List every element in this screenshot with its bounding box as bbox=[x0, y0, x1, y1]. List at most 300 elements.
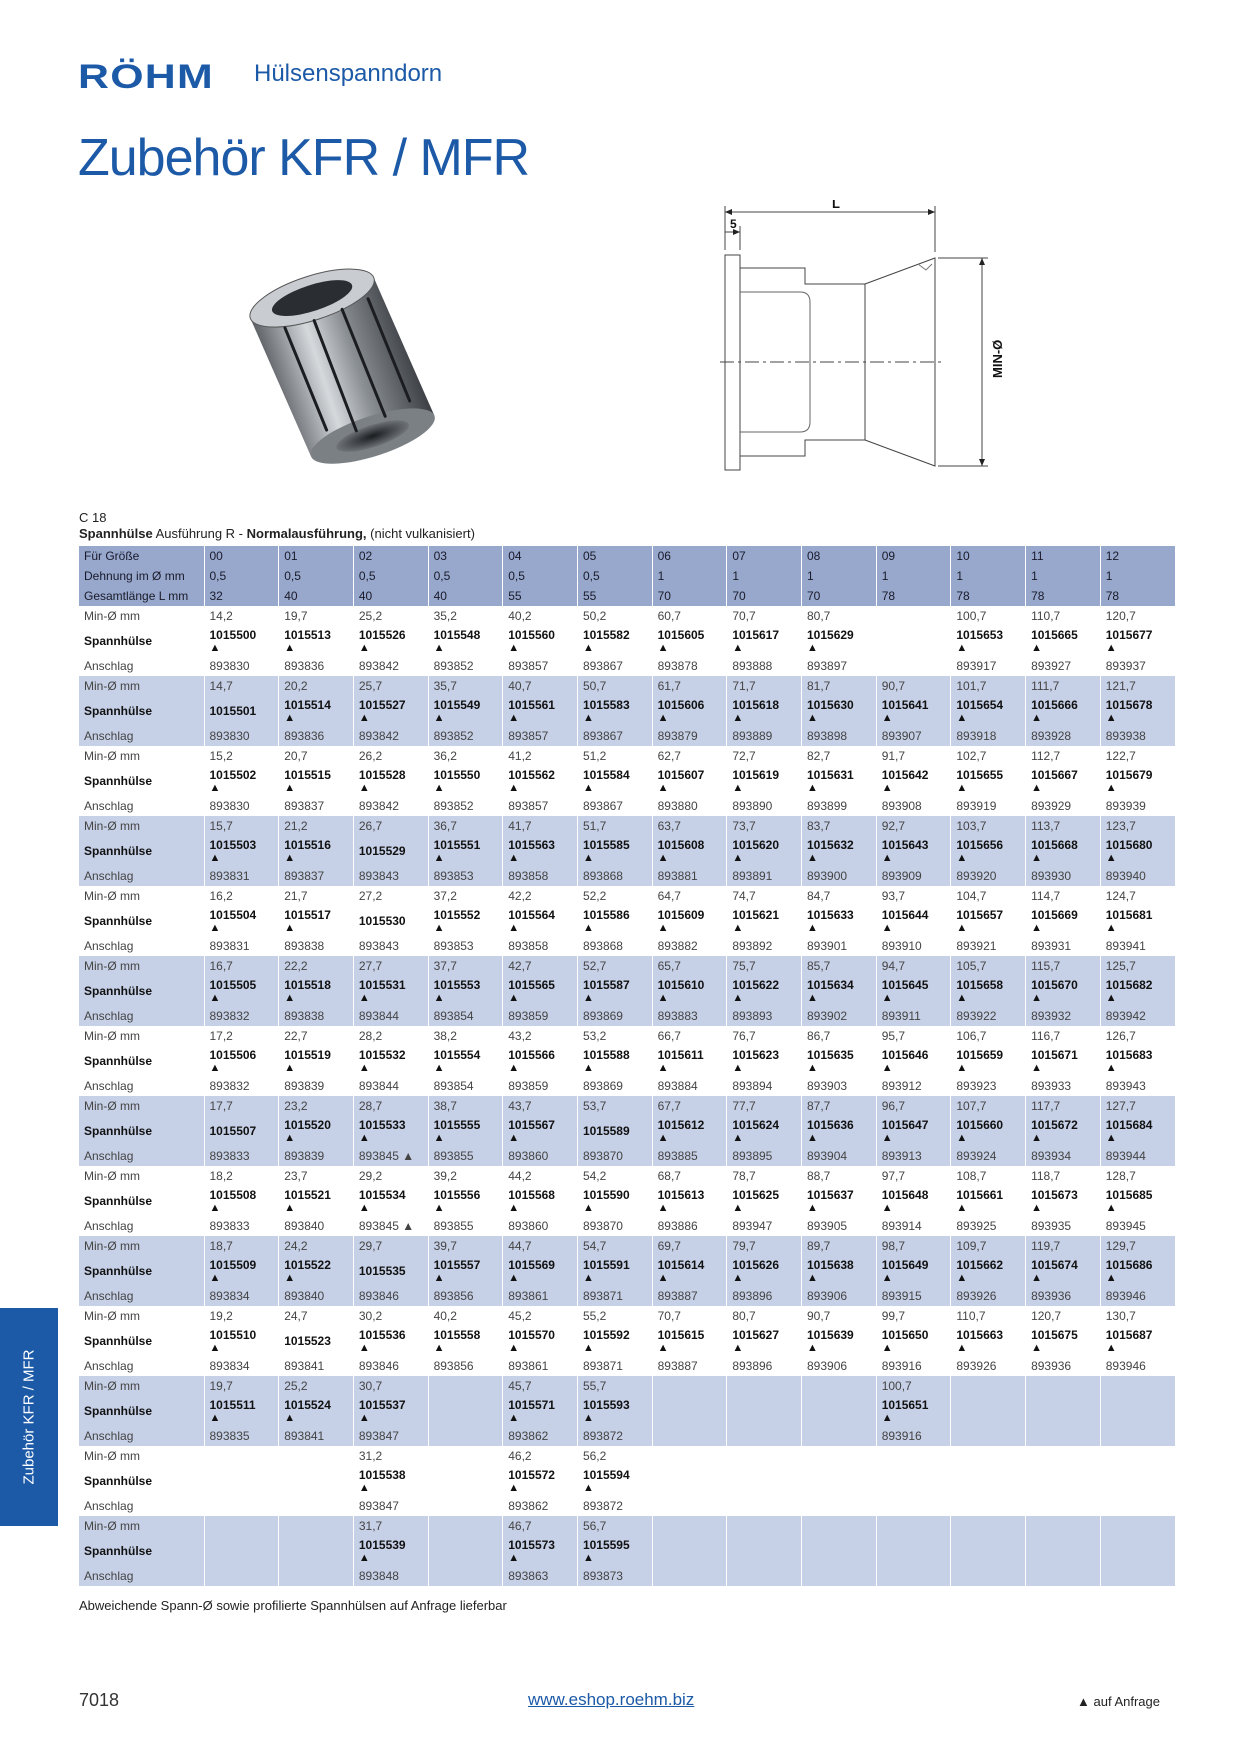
min-diameter-cell: 95,7 bbox=[876, 1026, 951, 1046]
collet-part-cell bbox=[727, 1046, 802, 1076]
header-cell: 32 bbox=[204, 586, 279, 606]
min-diameter-cell bbox=[802, 1376, 877, 1396]
collet-part-cell bbox=[577, 1396, 652, 1426]
collet-part-cell bbox=[802, 906, 877, 936]
header-cell: 11 bbox=[1026, 546, 1101, 566]
min-diameter-cell: 42,2 bbox=[503, 886, 578, 906]
stop-part-cell bbox=[652, 1496, 727, 1516]
part-number: 1015668 bbox=[1031, 837, 1078, 852]
stop-part-cell: 893836 bbox=[279, 656, 354, 676]
header-cell: 12 bbox=[1100, 546, 1175, 566]
stop-part-cell: 893883 bbox=[652, 1006, 727, 1026]
stop-part-cell: 893856 bbox=[428, 1356, 503, 1376]
header-cell: 78 bbox=[876, 586, 951, 606]
collet-part-cell bbox=[204, 1326, 279, 1356]
part-number: 1015507 bbox=[209, 1124, 257, 1138]
stop-part-cell: 893935 bbox=[1026, 1216, 1101, 1236]
min-diameter-cell: 123,7 bbox=[1100, 816, 1175, 836]
min-diameter-cell: 27,7 bbox=[353, 956, 428, 976]
min-diameter-cell: 43,7 bbox=[503, 1096, 578, 1116]
part-number: 1015632 bbox=[807, 837, 854, 852]
stop-part-cell: 893934 bbox=[1026, 1146, 1101, 1166]
on-request-mark: ▲ bbox=[209, 921, 221, 934]
collet-part-cell bbox=[353, 626, 428, 656]
stop-part-cell: 893936 bbox=[1026, 1286, 1101, 1306]
collet-part-cell bbox=[951, 1536, 1026, 1566]
min-diameter-cell: 129,7 bbox=[1100, 1236, 1175, 1256]
min-diameter-cell: 67,7 bbox=[652, 1096, 727, 1116]
stop-part-cell: 893873 bbox=[577, 1566, 652, 1586]
on-request-mark: ▲ bbox=[732, 1271, 744, 1284]
part-number: 1015653 bbox=[956, 627, 1004, 642]
on-request-mark: ▲ bbox=[209, 781, 221, 794]
collet-part-cell bbox=[652, 976, 727, 1006]
part-number: 1015549 bbox=[433, 697, 481, 712]
header-cell: 09 bbox=[876, 546, 951, 566]
stop-part-cell: 893929 bbox=[1026, 796, 1101, 816]
on-request-mark: ▲ bbox=[657, 991, 669, 1004]
header-cell: 01 bbox=[279, 546, 354, 566]
collet-part-cell bbox=[353, 1046, 428, 1076]
collet-part-cell bbox=[428, 976, 503, 1006]
stop-part-cell bbox=[279, 1496, 354, 1516]
min-diameter-cell: 77,7 bbox=[727, 1096, 802, 1116]
min-diameter-cell: 117,7 bbox=[1026, 1096, 1101, 1116]
collet-part-cell bbox=[279, 766, 354, 796]
on-request-mark: ▲ bbox=[732, 781, 744, 794]
stop-part-cell: 893936 bbox=[1026, 1356, 1101, 1376]
table-row bbox=[79, 1286, 1175, 1306]
part-number: 1015607 bbox=[657, 767, 705, 782]
stop-part-cell: 893862 bbox=[503, 1426, 578, 1446]
stop-part-cell bbox=[876, 1566, 951, 1586]
collet-part-cell bbox=[204, 1466, 279, 1496]
on-request-mark: ▲ bbox=[433, 851, 445, 864]
on-request-mark: ▲ bbox=[956, 921, 968, 934]
min-diameter-cell: 23,2 bbox=[279, 1096, 354, 1116]
collet-part-cell bbox=[503, 976, 578, 1006]
table-row bbox=[79, 796, 1175, 816]
stop-part-cell: 893832 bbox=[204, 1076, 279, 1096]
min-diameter-cell: 98,7 bbox=[876, 1236, 951, 1256]
stop-part-cell: 893861 bbox=[503, 1286, 578, 1306]
min-diameter-cell: 92,7 bbox=[876, 816, 951, 836]
stop-part-cell: 893895 bbox=[727, 1146, 802, 1166]
part-number: 1015651 bbox=[881, 1397, 929, 1412]
stop-part-cell: 893894 bbox=[727, 1076, 802, 1096]
collet-part-cell bbox=[652, 1046, 727, 1076]
stop-part-cell: 893896 bbox=[727, 1356, 802, 1376]
stop-part-cell: 893841 bbox=[279, 1426, 354, 1446]
on-request-mark: ▲ bbox=[1105, 1061, 1117, 1074]
min-diameter-cell: 70,7 bbox=[652, 1306, 727, 1326]
collet-part-cell bbox=[1100, 696, 1175, 726]
collet-part-cell bbox=[652, 1116, 727, 1146]
min-diameter-cell: 28,2 bbox=[353, 1026, 428, 1046]
on-request-mark: ▲ bbox=[284, 1201, 296, 1214]
min-diameter-cell: 130,7 bbox=[1100, 1306, 1175, 1326]
collet-part-cell bbox=[577, 1256, 652, 1286]
min-diameter-cell: 73,7 bbox=[727, 816, 802, 836]
on-request-mark: ▲ bbox=[209, 1341, 221, 1354]
collet-part-cell bbox=[876, 696, 951, 726]
table-header-row bbox=[79, 586, 1175, 606]
collet-part-cell bbox=[652, 766, 727, 796]
stop-part-cell: 893897 bbox=[802, 656, 877, 676]
part-number: 1015683 bbox=[1105, 1047, 1153, 1062]
series-title: Hülsenspanndorn bbox=[254, 60, 443, 87]
part-number: 1015526 bbox=[358, 627, 406, 642]
collet-part-cell bbox=[1100, 836, 1175, 866]
header-cell: 55 bbox=[577, 586, 652, 606]
part-number: 1015535 bbox=[358, 1264, 406, 1278]
part-number: 1015583 bbox=[582, 697, 630, 712]
header-cell: 06 bbox=[652, 546, 727, 566]
min-diameter-cell: 93,7 bbox=[876, 886, 951, 906]
stop-part-cell bbox=[802, 1566, 877, 1586]
stop-part-cell: 893938 bbox=[1100, 726, 1175, 746]
min-diameter-cell: 30,7 bbox=[353, 1376, 428, 1396]
min-diameter-cell: 51,7 bbox=[577, 816, 652, 836]
part-number: 1015673 bbox=[1031, 1187, 1078, 1202]
table-row bbox=[79, 696, 1175, 726]
on-request-mark: ▲ bbox=[807, 711, 818, 724]
stop-part-cell: 893939 bbox=[1100, 796, 1175, 816]
stop-part-cell bbox=[1026, 1426, 1101, 1446]
on-request-mark: ▲ bbox=[284, 1061, 296, 1074]
part-number: 1015613 bbox=[657, 1187, 705, 1202]
part-number: 1015503 bbox=[209, 837, 257, 852]
part-number: 1015643 bbox=[881, 837, 929, 852]
on-request-mark: ▲ bbox=[582, 1551, 594, 1564]
stop-part-cell bbox=[428, 1496, 503, 1516]
collet-part-cell bbox=[204, 906, 279, 936]
table-row bbox=[79, 1026, 1175, 1046]
min-diameter-cell: 40,7 bbox=[503, 676, 578, 696]
table-row bbox=[79, 1166, 1175, 1186]
on-request-mark: ▲ bbox=[433, 1271, 445, 1284]
stop-part-cell: 893917 bbox=[951, 656, 1026, 676]
part-number: 1015650 bbox=[881, 1327, 929, 1342]
part-number: 1015552 bbox=[433, 907, 481, 922]
collet-part-cell bbox=[1100, 1326, 1175, 1356]
stop-part-cell: 893902 bbox=[802, 1006, 877, 1026]
table-row bbox=[79, 1446, 1175, 1466]
stop-part-cell bbox=[279, 1566, 354, 1586]
collet-part-cell bbox=[951, 766, 1026, 796]
part-number: 1015556 bbox=[433, 1187, 481, 1202]
stop-part-cell: 893915 bbox=[876, 1286, 951, 1306]
on-request-mark: ▲ bbox=[732, 1061, 744, 1074]
stop-part-cell: 893889 bbox=[727, 726, 802, 746]
collet-part-cell bbox=[353, 1536, 428, 1566]
collet-part-cell bbox=[951, 1396, 1026, 1426]
min-diameter-cell: 41,2 bbox=[503, 746, 578, 766]
header-cell: 08 bbox=[802, 546, 877, 566]
min-diameter-cell: 102,7 bbox=[951, 746, 1026, 766]
collet-part-cell bbox=[204, 1186, 279, 1216]
min-diameter-cell: 112,7 bbox=[1026, 746, 1101, 766]
on-request-mark: ▲ bbox=[508, 641, 520, 654]
header-cell: 10 bbox=[951, 546, 1026, 566]
on-request-mark: ▲ bbox=[284, 1271, 296, 1284]
stop-part-cell: 893867 bbox=[577, 726, 652, 746]
row-label-min: Min-Ø mm bbox=[79, 1236, 204, 1256]
header-cell: 1 bbox=[1026, 566, 1101, 586]
part-number: 1015606 bbox=[657, 697, 705, 712]
on-request-mark: ▲ bbox=[732, 1341, 744, 1354]
roehm-logo bbox=[78, 58, 218, 94]
part-number: 1015561 bbox=[508, 697, 555, 712]
collet-part-cell bbox=[204, 976, 279, 1006]
on-request-mark: ▲ bbox=[1105, 851, 1117, 864]
min-diameter-cell: 127,7 bbox=[1100, 1096, 1175, 1116]
collet-part-cell bbox=[279, 696, 354, 726]
on-request-mark: ▲ bbox=[732, 641, 744, 654]
part-number: 1015641 bbox=[881, 697, 929, 712]
part-number: 1015636 bbox=[807, 1117, 854, 1132]
part-number: 1015675 bbox=[1031, 1327, 1078, 1342]
min-diameter-cell: 26,2 bbox=[353, 746, 428, 766]
stop-part-cell: 893869 bbox=[577, 1076, 652, 1096]
stop-part-cell: 893887 bbox=[652, 1286, 727, 1306]
collet-part-cell bbox=[353, 976, 428, 1006]
min-diameter-cell: 35,7 bbox=[428, 676, 503, 696]
table-row bbox=[79, 836, 1175, 866]
on-request-mark: ▲ bbox=[956, 991, 968, 1004]
collet-part-cell bbox=[727, 1466, 802, 1496]
min-diameter-cell bbox=[652, 1376, 727, 1396]
part-number: 1015658 bbox=[956, 977, 1004, 992]
header-label: Für Größe bbox=[79, 546, 204, 566]
table-row bbox=[79, 656, 1175, 676]
stop-part-cell: 893853 bbox=[428, 866, 503, 886]
part-number: 1015558 bbox=[433, 1327, 481, 1342]
min-diameter-cell: 83,7 bbox=[802, 816, 877, 836]
min-diameter-cell bbox=[428, 1376, 503, 1396]
stop-part-cell: 893926 bbox=[951, 1286, 1026, 1306]
stop-part-cell bbox=[1026, 1496, 1101, 1516]
stop-part-cell: 893881 bbox=[652, 866, 727, 886]
min-diameter-cell: 61,7 bbox=[652, 676, 727, 696]
part-number: 1015570 bbox=[508, 1327, 555, 1342]
part-number: 1015684 bbox=[1105, 1117, 1153, 1132]
min-diameter-cell: 99,7 bbox=[876, 1306, 951, 1326]
collet-part-cell bbox=[353, 766, 428, 796]
on-request-mark: ▲ bbox=[358, 1201, 370, 1214]
section-code: C 18 bbox=[79, 510, 107, 525]
collet-part-cell bbox=[503, 836, 578, 866]
on-request-mark: ▲ bbox=[881, 991, 893, 1004]
stop-part-cell: 893870 bbox=[577, 1146, 652, 1166]
row-label-min: Min-Ø mm bbox=[79, 1516, 204, 1536]
part-number: 1015508 bbox=[209, 1187, 257, 1202]
stop-part-cell: 893892 bbox=[727, 936, 802, 956]
collet-part-cell bbox=[1100, 976, 1175, 1006]
on-request-mark: ▲ bbox=[284, 851, 296, 864]
part-number: 1015637 bbox=[807, 1187, 854, 1202]
stop-part-cell: 893837 bbox=[279, 866, 354, 886]
stop-part-cell: 893890 bbox=[727, 796, 802, 816]
stop-part-cell: 893947 bbox=[727, 1216, 802, 1236]
header-cell: 0,5 bbox=[428, 566, 503, 586]
min-diameter-cell: 63,7 bbox=[652, 816, 727, 836]
collet-part-cell bbox=[204, 626, 279, 656]
min-diameter-cell: 56,7 bbox=[577, 1516, 652, 1536]
on-request-mark: ▲ bbox=[657, 1131, 669, 1144]
part-number: 1015639 bbox=[807, 1327, 854, 1342]
collet-part-cell bbox=[503, 1326, 578, 1356]
table-row bbox=[79, 886, 1175, 906]
collet-part-cell bbox=[503, 1536, 578, 1566]
collet-part-cell bbox=[876, 836, 951, 866]
min-diameter-cell: 36,2 bbox=[428, 746, 503, 766]
part-number: 1015620 bbox=[732, 837, 780, 852]
on-request-mark: ▲ bbox=[209, 1271, 221, 1284]
collet-part-cell bbox=[652, 1256, 727, 1286]
header-cell: 78 bbox=[1026, 586, 1101, 606]
on-request-mark: ▲ bbox=[508, 991, 520, 1004]
stop-part-cell: 893945 bbox=[1100, 1216, 1175, 1236]
stop-part-cell: 893928 bbox=[1026, 726, 1101, 746]
part-number: 1015622 bbox=[732, 977, 780, 992]
collet-part-cell bbox=[353, 1326, 428, 1356]
collet-part-cell bbox=[876, 626, 951, 656]
on-request-mark: ▲ bbox=[657, 1271, 669, 1284]
part-number: 1015521 bbox=[284, 1187, 331, 1202]
on-request-mark: ▲ bbox=[358, 991, 370, 1004]
stop-part-cell: 893858 bbox=[503, 936, 578, 956]
min-diameter-cell: 72,7 bbox=[727, 746, 802, 766]
part-number: 1015611 bbox=[657, 1047, 704, 1062]
min-diameter-cell: 41,7 bbox=[503, 816, 578, 836]
min-diameter-cell: 96,7 bbox=[876, 1096, 951, 1116]
stop-part-cell bbox=[876, 1496, 951, 1516]
on-request-mark: ▲ bbox=[582, 711, 594, 724]
collet-part-cell bbox=[876, 1256, 951, 1286]
min-diameter-cell: 68,7 bbox=[652, 1166, 727, 1186]
collet-part-cell bbox=[802, 1536, 877, 1566]
min-diameter-cell: 105,7 bbox=[951, 956, 1026, 976]
row-label-anschlag: Anschlag bbox=[79, 1006, 204, 1026]
collet-part-cell bbox=[727, 626, 802, 656]
on-request-mark: ▲ bbox=[956, 641, 968, 654]
table-row bbox=[79, 956, 1175, 976]
header-cell: 04 bbox=[503, 546, 578, 566]
part-number: 1015593 bbox=[582, 1397, 630, 1412]
collet-part-cell bbox=[727, 696, 802, 726]
collet-part-cell bbox=[802, 1466, 877, 1496]
collet-part-cell bbox=[1026, 1256, 1101, 1286]
on-request-mark: ▲ bbox=[1031, 1201, 1042, 1214]
table-row bbox=[79, 1376, 1175, 1396]
table-row bbox=[79, 1326, 1175, 1356]
min-diameter-cell: 31,2 bbox=[353, 1446, 428, 1466]
stop-part-cell bbox=[951, 1496, 1026, 1516]
row-label-spann: Spannhülse bbox=[79, 1116, 204, 1146]
min-diameter-cell: 100,7 bbox=[876, 1376, 951, 1396]
collet-part-cell bbox=[951, 626, 1026, 656]
stop-part-cell: 893853 bbox=[428, 936, 503, 956]
collet-part-cell bbox=[802, 976, 877, 1006]
legend-on-request: ▲ auf Anfrage bbox=[1077, 1694, 1160, 1709]
row-label-spann: Spannhülse bbox=[79, 906, 204, 936]
on-request-mark: ▲ bbox=[582, 1201, 594, 1214]
part-number: 1015565 bbox=[508, 977, 555, 992]
stop-part-cell: 893903 bbox=[802, 1076, 877, 1096]
stop-part-cell: 893842 bbox=[353, 726, 428, 746]
table-row bbox=[79, 1496, 1175, 1516]
stop-part-cell: 893942 bbox=[1100, 1006, 1175, 1026]
collet-part-cell bbox=[503, 1116, 578, 1146]
on-request-mark: ▲ bbox=[582, 991, 594, 1004]
table-row bbox=[79, 1236, 1175, 1256]
collet-part-cell bbox=[577, 696, 652, 726]
collet-part-cell bbox=[428, 626, 503, 656]
on-request-mark: ▲ bbox=[732, 1131, 744, 1144]
collet-part-cell bbox=[204, 766, 279, 796]
collet-part-cell bbox=[279, 906, 354, 936]
part-number: 1015567 bbox=[508, 1117, 555, 1132]
min-diameter-cell: 82,7 bbox=[802, 746, 877, 766]
table-row bbox=[79, 866, 1175, 886]
part-number: 1015635 bbox=[807, 1047, 854, 1062]
part-number: 1015528 bbox=[358, 767, 406, 782]
part-number: 1015624 bbox=[732, 1117, 780, 1132]
collet-part-cell bbox=[577, 1466, 652, 1496]
part-number: 1015614 bbox=[657, 1257, 705, 1272]
collet-part-cell bbox=[951, 976, 1026, 1006]
on-request-mark: ▲ bbox=[358, 1131, 370, 1144]
collet-part-cell bbox=[279, 1396, 354, 1426]
stop-part-cell: 893858 bbox=[503, 866, 578, 886]
part-number: 1015661 bbox=[956, 1187, 1004, 1202]
stop-part-cell: 893845 ▲ bbox=[353, 1146, 428, 1166]
min-diameter-cell bbox=[802, 1516, 877, 1536]
min-diameter-cell: 109,7 bbox=[951, 1236, 1026, 1256]
part-number: 1015505 bbox=[209, 977, 257, 992]
min-diameter-cell: 87,7 bbox=[802, 1096, 877, 1116]
collet-part-cell bbox=[353, 1466, 428, 1496]
min-diameter-cell: 54,7 bbox=[577, 1236, 652, 1256]
collet-part-cell bbox=[428, 1326, 503, 1356]
min-diameter-cell bbox=[204, 1446, 279, 1466]
collet-part-cell bbox=[652, 1186, 727, 1216]
min-diameter-cell: 38,7 bbox=[428, 1096, 503, 1116]
on-request-mark: ▲ bbox=[284, 641, 296, 654]
on-request-mark: ▲ bbox=[807, 1271, 818, 1284]
min-diameter-cell: 120,7 bbox=[1100, 606, 1175, 626]
on-request-mark: ▲ bbox=[732, 921, 744, 934]
min-diameter-cell bbox=[652, 1446, 727, 1466]
min-diameter-cell: 116,7 bbox=[1026, 1026, 1101, 1046]
on-request-mark: ▲ bbox=[881, 1201, 893, 1214]
min-diameter-cell: 90,7 bbox=[876, 676, 951, 696]
table-row bbox=[79, 766, 1175, 796]
min-diameter-cell bbox=[428, 1516, 503, 1536]
on-request-mark: ▲ bbox=[433, 711, 445, 724]
stop-part-cell: 893868 bbox=[577, 866, 652, 886]
part-number: 1015678 bbox=[1105, 697, 1153, 712]
on-request-mark: ▲ bbox=[582, 851, 594, 864]
shop-link[interactable]: www.eshop.roehm.biz bbox=[528, 1690, 695, 1709]
min-diameter-cell: 107,7 bbox=[951, 1096, 1026, 1116]
on-request-mark: ▲ bbox=[508, 711, 520, 724]
stop-part-cell bbox=[727, 1566, 802, 1586]
stop-part-cell: 893943 bbox=[1100, 1076, 1175, 1096]
row-label-min: Min-Ø mm bbox=[79, 956, 204, 976]
on-request-mark: ▲ bbox=[807, 991, 818, 1004]
